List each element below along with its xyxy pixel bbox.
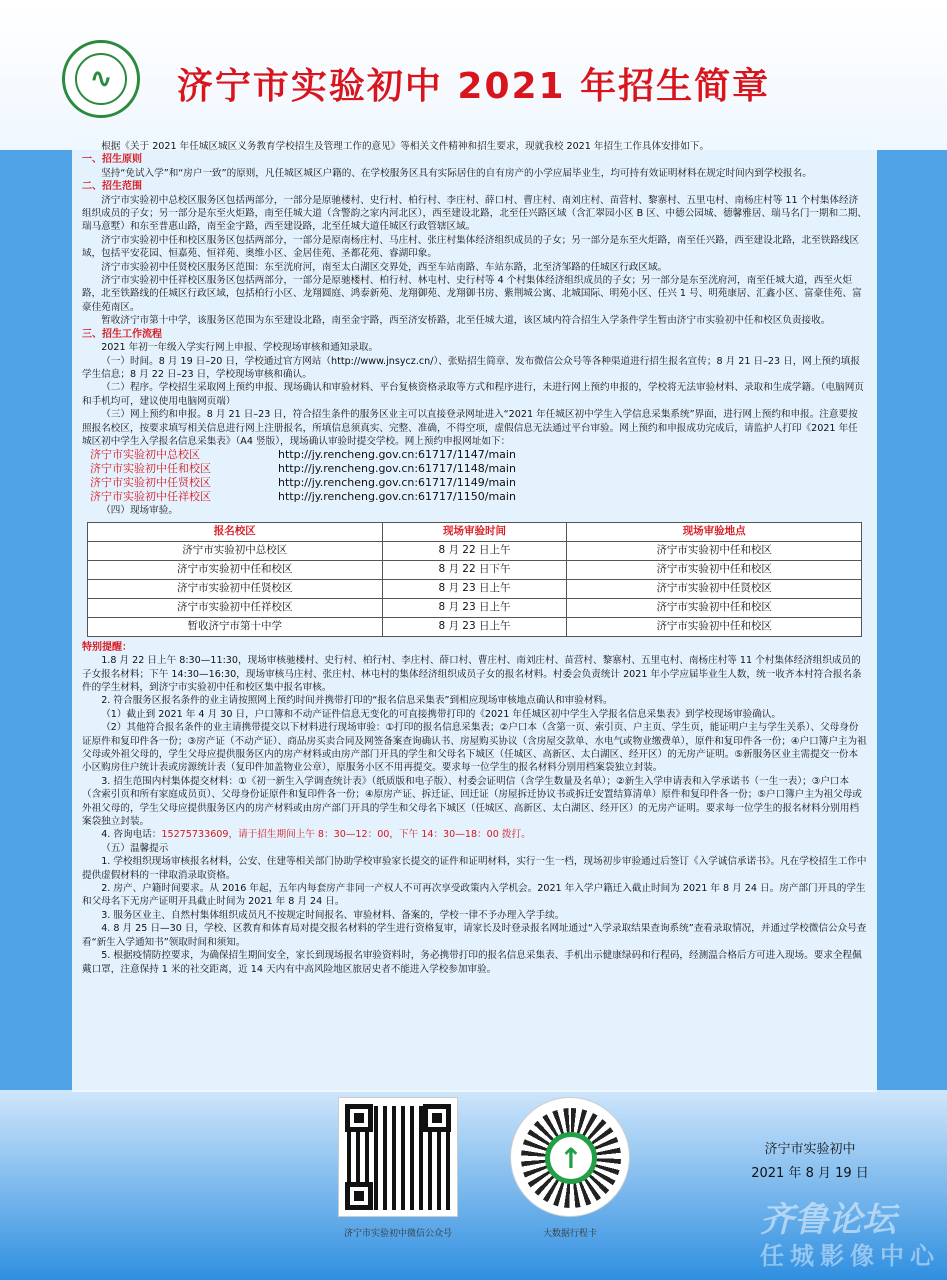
table-header-row — [88, 522, 862, 541]
table-header: 现场审验地点 — [567, 522, 862, 541]
paragraph: （四）现场审验。 — [101, 505, 178, 517]
paragraph: 3. 招生范围内村集体提交材料：①《初一新生入学调查统计表》（纸质版和电子版）、村委会证明信（含学生数量及名单）；②新生入学申请表和入学承诺书（一生一表）；③户口本（含索引页和所有家庭成员页）、父母身份证原件和复印件各一份；④原房产证、拆迁证、回迁证（房屋拆迁协议书或拆迁安置结算清单）原件和复印件各一份；⑤户口簿户主为祖父母或外祖父母的，学生父母应提供服务区内的房产材料或由房产部门开具的学生和父母名下城区（任城区、高新区、太白湖区、经开区）的无房产证明。要求每一位学生的报名材料分别用档案袋独立封装。 — [82, 775, 862, 828]
table-cell: 8 月 23 日上午 — [382, 598, 567, 617]
qr-finder — [423, 1104, 451, 1132]
url-row — [82, 476, 867, 490]
table-cell: 8 月 22 日上午 — [382, 541, 567, 560]
table-cell: 济宁市实验初中任贤校区 — [567, 579, 862, 598]
table-cell: 济宁市实验初中任和校区 — [88, 560, 383, 579]
table-cell: 济宁市实验初中总校区 — [88, 541, 383, 560]
url-campus-name: 济宁市实验初中任祥校区 — [90, 490, 211, 504]
wechat-qr-code — [338, 1097, 458, 1217]
table-cell: 济宁市实验初中任和校区 — [567, 541, 862, 560]
table-row — [88, 541, 862, 560]
section-heading: 二、招生范围 — [82, 181, 142, 193]
table-cell: 济宁市实验初中任贤校区 — [88, 579, 383, 598]
paragraph: 2. 符合服务区报名条件的业主请按照网上预约时间并携带打印的“报名信息采集表”到相应现场审核地点确认和审验材料。 — [101, 695, 613, 707]
url-link[interactable]: http://jy.rencheng.gov.cn:61717/1149/main — [278, 476, 516, 490]
url-campus-name: 济宁市实验初中任贤校区 — [90, 476, 211, 490]
url-link[interactable]: http://jy.rencheng.gov.cn:61717/1148/main — [278, 462, 516, 476]
qr2-caption: 大数据行程卡 — [542, 1229, 597, 1239]
paragraph: 暂收济宁市第十中学，该服务区范围为东至建设北路，南至金宇路，西至济安桥路，北至任城大道，该区域内符合招生入学条件学生暂由济宁市实验初中任和校区负责接收。 — [101, 315, 831, 327]
paragraph: 3. 服务区业主、自然村集体组织成员凡不按规定时间报名、审验材料、备案的，学校一律不予办理入学手续。 — [101, 909, 565, 921]
table-cell: 济宁市实验初中任祥校区 — [88, 598, 383, 617]
consult-phone-label: 4. 咨询电话： — [101, 829, 162, 841]
issue-date: 2021 年 8 月 19 日 — [751, 1166, 869, 1181]
table-row — [88, 579, 862, 598]
subsection-heading: （五）温馨提示 — [101, 842, 169, 854]
consult-phone-value: 15275733609，请于招生期间上午 8：30—12：00，下午 14：30—18：00 拨打。 — [161, 829, 531, 841]
paragraph: 4. 8 月 25 日—30 日，学校、区教育和体育局对提交报名材料的学生进行资格复审，请家长及时登录报名网址通过“入学录取结果查询系统”查看录取情况，并通过学校微信公众号查看“新生入学通知书”领取时间和须知。 — [82, 923, 867, 948]
url-campus-name: 济宁市实验初中总校区 — [90, 448, 200, 462]
section-heading: 一、招生原则 — [82, 154, 142, 166]
paragraph: 1.8 月 22 日上午 8:30—11:30，现场审核驰楼村、史行村、柏行村、李庄村、薛口村、曹庄村、南刘庄村、苗营村、黎寨村、五里屯村、南杨庄村等 11 个村集体经济组织成员的子女报名材料；下午 14:30—16:30，现场审核马庄村、张庄村、林屯村的集体经济组织成员子女的报名材料。村委会负责统计 2021 年小学应届毕业生人数，统一收齐本村符合报名条件的学生材料，到济宁市实验初中任和校区集中报名审核。 — [82, 655, 862, 693]
table-cell: 8 月 23 日上午 — [382, 617, 567, 636]
url-row — [82, 448, 867, 462]
paragraph: （一）时间。8 月 19 日–20 日，学校通过官方网站（http://www.jnsycz.cn/）、张贴招生简章、发布微信公众号等各种渠道进行招生报名宣传；8 月 21 日–23 日，网上预约填报学生信息；8 月 22 日–23 日，学校现场审核和确认。 — [82, 355, 860, 380]
paragraph: 5. 根据疫情防控要求，为确保招生期间安全，家长到现场报名审验资料时，务必携带打印的报名信息采集表、手机出示健康绿码和行程码，经测温合格后方可进入现场。要求全程佩戴口罩，注意保持 1 米的社交距离，近 14 天内有中高风险地区旅居史者不能进入学校参加审验。 — [82, 950, 862, 975]
url-link[interactable]: http://jy.rencheng.gov.cn:61717/1150/main — [278, 490, 516, 504]
intro-paragraph: 根据《关于 2021 年任城区城区义务教育学校招生及管理工作的意见》等相关文件精神和招生要求，现就我校 2021 年招生工作具体安排如下。 — [101, 141, 710, 152]
paragraph: （2）其他符合报名条件的业主请携带提交以下材料进行现场审验：①打印的报名信息采集表；②户口本（含第一页、索引页、户主页、学生页，能证明户主与学生关系）、父母身份证原件和复印件各一份；③房产证（不动产证）、商品房买卖合同及网签备案查询确认书、房屋购买协议（含房屋交款单、水电气或物业缴费单），原件和复印件各一份；④户口簿户主为祖父母或外祖父母的，学生父母应提供服务区内的房产材料或由房产部门开具的学生和父母名下城区（任城区、高新区、太白湖区、经开区）的无房产证明。⑤新服务区业主需提交一份本小区购房住户统计表或房源统计表（复印件加盖物业公章），原服务小区不用再提交。要求每一位学生的报名材料分别用档案袋独立封装。 — [82, 722, 867, 774]
consult-phone — [82, 828, 867, 841]
school-name: 济宁市实验初中 — [764, 1142, 856, 1157]
paragraph: （三）网上预约和申报。8 月 21 日–23 日，符合招生条件的服务区业主可以直接登录网址进入“2021 年任城区初中学生入学信息采集系统”界面，进行网上预约和申报。注意要按照报名校区，按要求填写相关信息进行网上注册报名，所填信息须真实、完整、准确，不得空项，虚假信息无法通过平台审验。网上预约和申报成功完成后，请监护人打印《2021 年任城区初中学生入学报名信息采集表》（A4 竖版），现场确认审验时提交学校。网上预约申报网址如下： — [82, 409, 858, 447]
paragraph: 坚持“免试入学”和“房户一致”的原则，凡任城区城区户籍的、在学校服务区具有实际居住的自有房产的小学应届毕业生，均可持有效证明材料在规定时间内到学校报名。 — [101, 167, 812, 179]
paragraph: （1）截止到 2021 年 4 月 30 日，户口簿和不动产证件信息无变化的可直接携带打印的《2021 年任城区初中学生入学报名信息采集表》到学校现场审验确认。 — [101, 708, 781, 720]
table-cell: 8 月 23 日上午 — [382, 579, 567, 598]
table-header: 报名校区 — [88, 522, 383, 541]
table-header: 现场审验时间 — [382, 522, 567, 541]
url-row — [82, 462, 867, 476]
url-link[interactable]: http://jy.rencheng.gov.cn:61717/1147/main — [278, 448, 516, 462]
url-row — [82, 490, 867, 504]
page-title: 济宁市实验初中 2021 年招生简章 — [176, 66, 771, 107]
table-row — [88, 560, 862, 579]
paragraph: （二）程序。学校招生采取网上预约申报、现场确认和审验材料、平台复核资格录取等方式和程序进行，未进行网上预约申报的，学校将无法审验材料、录取和生成学籍。（电脑网页和手机均可，建议使用电脑网页端） — [82, 382, 864, 407]
url-campus-name: 济宁市实验初中任和校区 — [90, 462, 211, 476]
table-cell: 济宁市实验初中任和校区 — [567, 598, 862, 617]
table-row — [88, 617, 862, 636]
special-reminder-heading: 特别提醒： — [82, 641, 132, 653]
qr-finder — [345, 1104, 373, 1132]
verification-schedule-table — [87, 522, 862, 637]
table-cell: 济宁市实验初中任和校区 — [567, 617, 862, 636]
travel-card-mini-code — [510, 1097, 630, 1217]
table-row — [88, 598, 862, 617]
paragraph: 济宁市实验初中任和校区服务区包括两部分，一部分是原南杨庄村、马庄村、张庄村集体经济组织成员的子女；另一部分是东至火炬路，南至任兴路，西至建设北路，北至铁路线区域，包括平安花园、恒嘉苑、恒祥苑、奥维小区、金居佳苑、圣都花苑、睿湖印象。 — [82, 234, 860, 260]
qr1-caption: 济宁市实验初中微信公众号 — [343, 1229, 452, 1239]
table-cell: 暂收济宁市第十中学 — [88, 617, 383, 636]
paragraph: 济宁市实验初中任祥校区服务区包括两部分，一部分是原驰楼村、柏行村、林屯村、史行村等 4 个村集体经济组织成员的子女；另一部分是东至洸府河，南至任城大道，西至火炬路，北至铁路线的任城区行政区域，包括柏行小区、龙翔圆庭、鸿泰新苑、龙翔御苑、龙翔御书房、紫荆城公寓、北城国际、明苑小区、任兴 1 号、明苑康居、汇鑫小区、富豪佳苑、富豪佳苑南区。 — [82, 275, 862, 313]
up-arrow-icon: ↑ — [545, 1132, 597, 1184]
watermark: 齐鲁论坛 — [760, 1200, 896, 1240]
signature-block — [730, 1138, 890, 1186]
watermark-secondary: 任城影像中心 — [760, 1242, 940, 1270]
table-cell: 济宁市实验初中任和校区 — [567, 560, 862, 579]
section-heading: 三、招生工作流程 — [82, 328, 162, 340]
paragraph: 2021 年初一年级入学实行网上申报、学校现场审核和通知录取。 — [101, 342, 379, 354]
table-cell: 8 月 22 日下午 — [382, 560, 567, 579]
document-body — [72, 134, 877, 1092]
paragraph: 2. 房产、户籍时间要求。从 2016 年起，五年内每套房产非同一产权人不可再次享受政策内入学机会。2021 年入学户籍迁入截止时间为 2021 年 8 月 24 日。房产部门开具的学生和父母名下无房产证明开具截止时间为 2021 年 8 月 24 日。 — [82, 883, 866, 908]
logo-emblem-icon: ∿ — [75, 53, 127, 105]
qr-finder — [345, 1182, 373, 1210]
paragraph: 济宁市实验初中总校区服务区包括两部分，一部分是原驰楼村、史行村、柏行村、李庄村、薛口村、曹庄村、南刘庄村、苗营村、黎寨村、五里屯村、南杨庄村等 11 个村集体经济组织成员的子女；另一部分是东至火炬路，南至任城大道（含警韵之家内河北区），西至建设北路，北至任兴路区域（含汇翠园小区 B 区、中德公园城、德馨雅居、瑞马名门一期和二期、瑞马意墅）和东至普惠山路，南至金宇路，西至建设路，北至任城大道任城区行政管辖区域。 — [82, 194, 867, 233]
paragraph: 济宁市实验初中任贤校区服务区范围：东至洸府河，南至太白湖区交界处，西至车站南路、车站东路，北至济邹路的任城区行政区域。 — [101, 261, 668, 273]
paragraph: 1. 学校组织现场审核报名材料，公安、住建等相关部门协助学校审验家长提交的证件和证明材料，实行一生一档，现场初步审验通过后签订《入学诚信承诺书》。凡在学校招生工作中提供虚假材料的一律取消录取资格。 — [82, 856, 867, 881]
url-list — [82, 448, 867, 504]
